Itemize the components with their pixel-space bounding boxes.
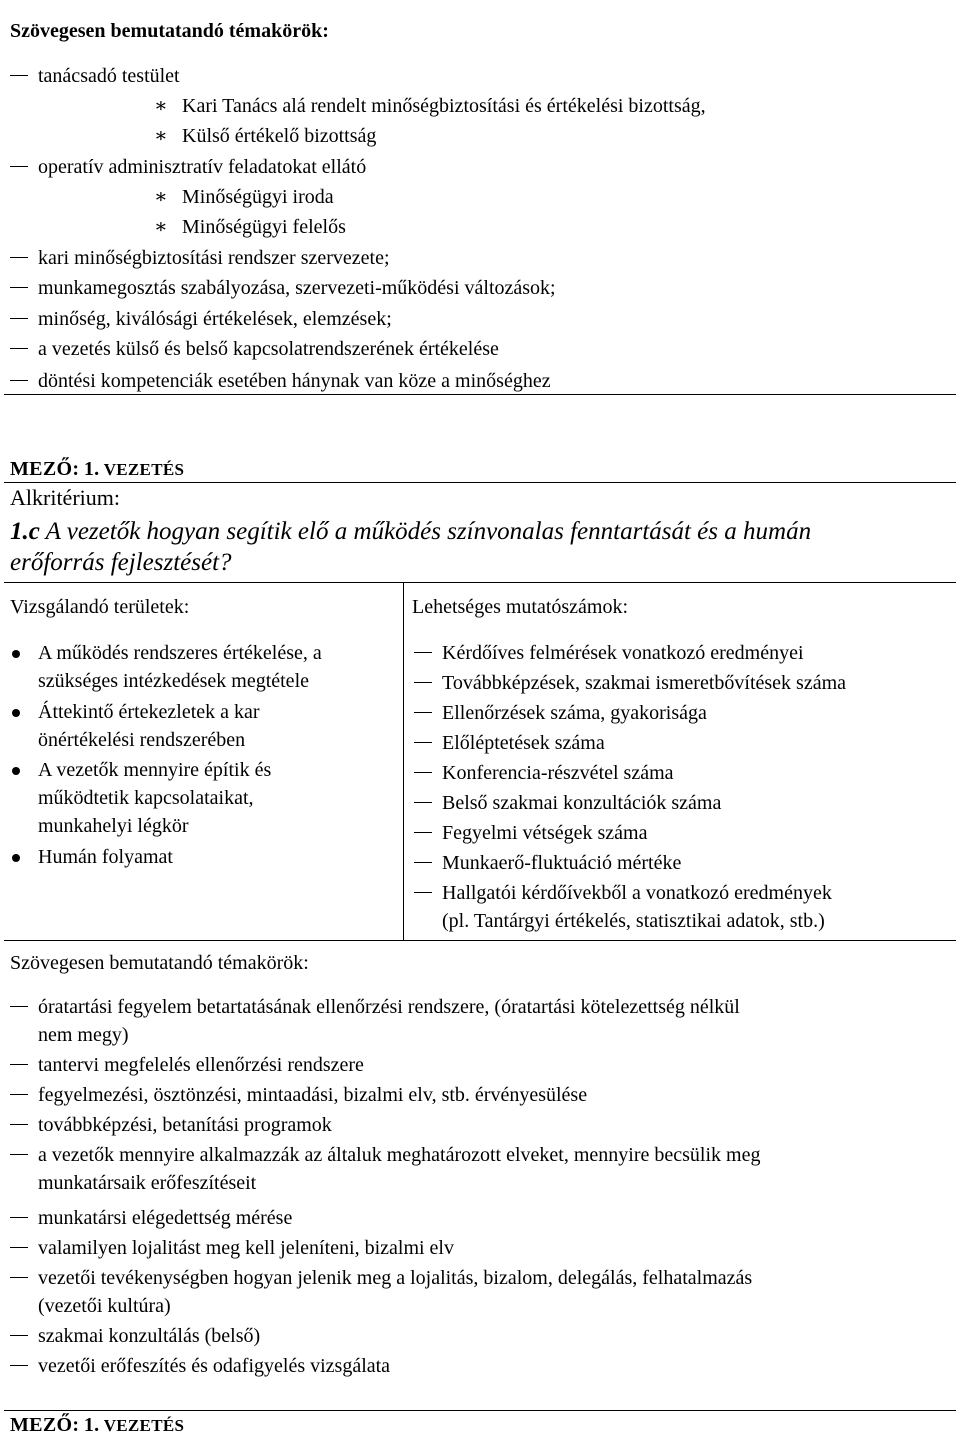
list-item: tanácsadó testület (38, 65, 180, 87)
asterisk-icon: ∗ (154, 95, 168, 117)
sub-list-item: Minőségügyi iroda (182, 186, 334, 208)
dash-marker (414, 892, 432, 893)
topic-line: (vezetői kultúra) (38, 1295, 171, 1317)
dash-marker (10, 1064, 28, 1065)
dash-marker (10, 348, 28, 349)
dash-marker (10, 1365, 28, 1366)
sub-list-item: Kari Tanács alá rendelt minőségbiztosítási és értékelési bizottság, (182, 95, 706, 117)
topic-line: vezetői erőfeszítés és odafigyelés vizsgálata (38, 1355, 391, 1377)
dash-marker (10, 166, 28, 167)
divider (4, 1410, 956, 1411)
list-item: operatív adminisztratív feladatokat ellátó (38, 156, 367, 178)
examined-area-line: Áttekintő értekezletek a kar (38, 701, 260, 723)
section1-heading: Szövegesen bemutatandó témakörök: (10, 20, 329, 42)
dash-marker (414, 802, 432, 803)
dash-marker (10, 1094, 28, 1095)
dash-marker (414, 742, 432, 743)
dash-marker (414, 652, 432, 653)
topic-line: munkatársaik erőfeszítéseit (38, 1172, 257, 1194)
list-item: munkamegosztás szabályozása, szervezeti-működési változások; (38, 277, 556, 299)
topic-line: vezetői tevékenységben hogyan jelenik meg a lojalitás, bizalom, delegálás, felhatalmazás (38, 1267, 753, 1289)
bullet-icon (12, 650, 20, 658)
dash-marker (10, 257, 28, 258)
indicator-line: (pl. Tantárgyi értékelés, statisztikai adatok, stb.) (442, 910, 825, 932)
field-label-footer: MEZŐ: 1. VEZETÉS (10, 1414, 185, 1436)
table-bottom-border (4, 940, 956, 941)
topic-line: a vezetők mennyire alkalmazzák az általuk meghatározott elveket, mennyire becsülik meg (38, 1144, 761, 1166)
dash-marker (10, 1006, 28, 1007)
examined-area-line: munkahelyi légkör (38, 815, 189, 837)
dash-marker (10, 318, 28, 319)
indicator-line: Kérdőíves felmérések vonatkozó eredményei (442, 642, 804, 664)
topic-line: valamilyen lojalitást meg kell jeleníteni, bizalmi elv (38, 1237, 454, 1259)
dash-marker (414, 772, 432, 773)
examined-area-line: önértékelési rendszerében (38, 729, 246, 751)
asterisk-icon: ∗ (154, 186, 168, 208)
sub-list-item: Külső értékelő bizottság (182, 125, 377, 147)
dash-marker (414, 862, 432, 863)
indicator-line: Fegyelmi vétségek száma (442, 822, 648, 844)
asterisk-icon: ∗ (154, 125, 168, 147)
dash-marker (10, 1277, 28, 1278)
table-top-border (4, 582, 956, 583)
divider (4, 394, 956, 395)
field-label: MEZŐ: 1. VEZETÉS (10, 458, 185, 480)
dash-marker (414, 712, 432, 713)
indicator-line: Munkaerő-fluktuáció mértéke (442, 852, 682, 874)
dash-marker (10, 1154, 28, 1155)
question-line-1: 1.c A vezetők hogyan segítik elő a működés színvonalas fenntartását és a humán (10, 518, 812, 545)
topic-line: tantervi megfelelés ellenőrzési rendszere (38, 1054, 364, 1076)
indicator-line: Belső szakmai konzultációk száma (442, 792, 722, 814)
examined-area-line: Humán folyamat (38, 846, 173, 868)
topic-line: munkatársi elégedettség mérése (38, 1207, 293, 1229)
dash-marker (414, 832, 432, 833)
indicator-line: Hallgatói kérdőívekből a vonatkozó eredmények (442, 882, 832, 904)
dash-marker (10, 380, 28, 381)
examined-area-line: működtetik kapcsolataikat, (38, 787, 254, 809)
examined-area-line: A vezetők mennyire építik és (38, 759, 272, 781)
dash-marker (10, 1217, 28, 1218)
dash-marker (10, 287, 28, 288)
bullet-icon (12, 709, 20, 717)
list-item: kari minőségbiztosítási rendszer szervezete; (38, 247, 390, 269)
indicator-line: Konferencia-részvétel száma (442, 762, 674, 784)
alkriterium-label: Alkritérium: (10, 485, 120, 510)
topic-line: továbbképzési, betanítási programok (38, 1114, 332, 1136)
dash-marker (10, 75, 28, 76)
examined-area-line: szükséges intézkedések megtétele (38, 670, 309, 692)
list-item: döntési kompetenciák esetében hánynak van köze a minőséghez (38, 370, 551, 392)
dash-marker (10, 1124, 28, 1125)
left-column-header: Vizsgálandó területek: (10, 596, 190, 618)
section2-heading: Szövegesen bemutatandó témakörök: (10, 952, 309, 974)
list-item: a vezetés külső és belső kapcsolatrendszerének értékelése (38, 338, 499, 360)
right-column-header: Lehetséges mutatószámok: (412, 596, 629, 618)
asterisk-icon: ∗ (154, 216, 168, 238)
dash-marker (10, 1247, 28, 1248)
topic-line: szakmai konzultálás (belső) (38, 1325, 261, 1347)
dash-marker (414, 682, 432, 683)
question-line-2: erőforrás fejlesztését? (10, 549, 232, 576)
indicator-line: Ellenőrzések száma, gyakorisága (442, 702, 707, 724)
divider (4, 482, 956, 483)
bullet-icon (12, 854, 20, 862)
indicator-line: Továbbképzések, szakmai ismeretbővítések száma (442, 672, 847, 694)
list-item: minőség, kiválósági értékelések, elemzések; (38, 308, 392, 330)
topic-line: óratartási fegyelem betartatásának ellenőrzési rendszere, (óratartási kötelezettség nélkül (38, 996, 740, 1018)
dash-marker (10, 1335, 28, 1336)
topic-line: nem megy) (38, 1024, 129, 1046)
sub-list-item: Minőségügyi felelős (182, 216, 346, 238)
indicator-line: Előléptetések száma (442, 732, 605, 754)
bullet-icon (12, 767, 20, 775)
examined-area-line: A működés rendszeres értékelése, a (38, 642, 322, 664)
topic-line: fegyelmezési, ösztönzési, mintaadási, bizalmi elv, stb. érvényesülése (38, 1084, 588, 1106)
table-column-divider (403, 582, 404, 940)
